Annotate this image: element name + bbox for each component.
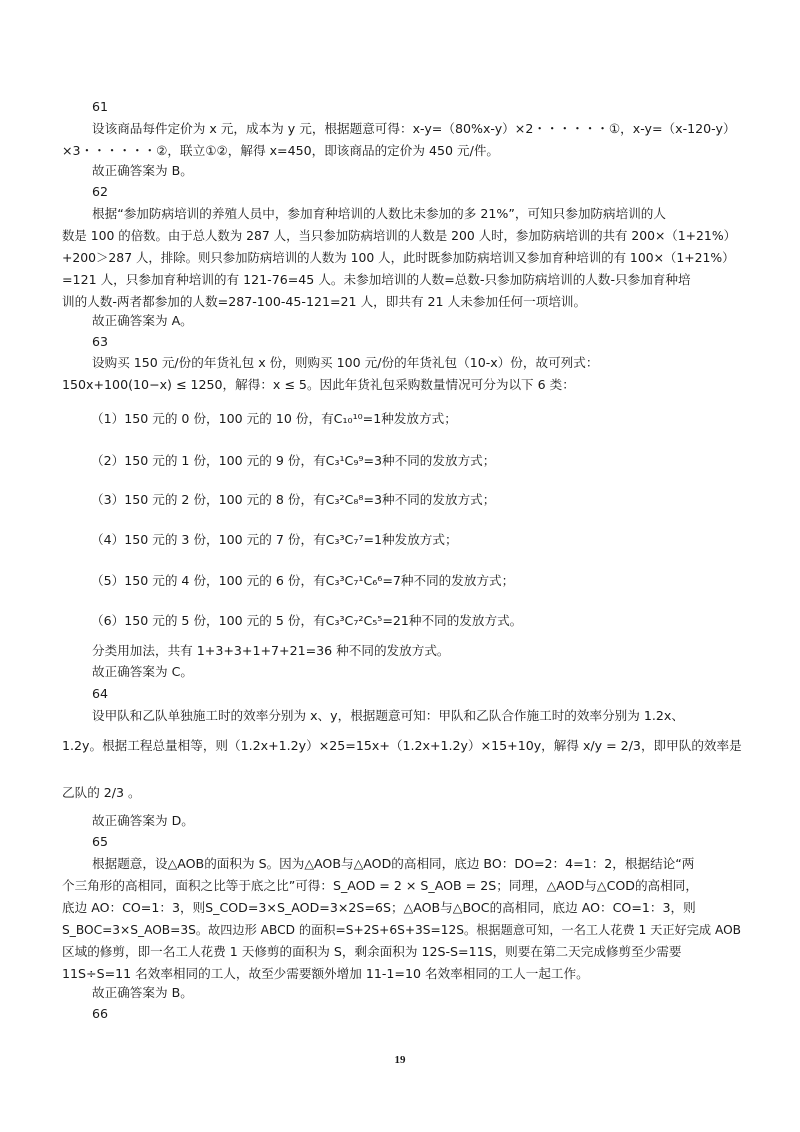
answer-line: 故正确答案为 D。	[92, 813, 194, 828]
formula-line: 150x+100(10−x) ≤ 1250，解得：x ≤ 5。因此年货礼包采购数量情况可分为以下 6 类：	[62, 377, 575, 392]
answer-line: 故正确答案为 B。	[92, 163, 193, 178]
text-line: 11S÷S=11 名效率相同的工人，故至少需要额外增加 11-1=10 名效率相同的工人一起工作。	[62, 966, 589, 981]
text-line: 根据题意，设△AOB的面积为 S。因为△AOB与△AOD的高相同，底边 BO：DO=2：4=1：2，根据结论“两	[92, 856, 695, 871]
text-line: 设该商品每件定价为 x 元，成本为 y 元，根据题意可得：x-y=（80%x-y）×2・・・・・・①，x-y=（x-120-y）	[92, 121, 736, 136]
text-line: 区域的修剪，即一名工人花费 1 天修剪的面积为 S，剩余面积为 12S-S=11S，则要在第二天完成修剪至少需要	[62, 944, 682, 959]
formula-line: 1.2y。根据工程总量相等，则（1.2x+1.2y）×25=15x+（1.2x+1.2y）×15+10y，解得 x/y = 2/3，即甲队的效率是	[62, 738, 742, 753]
formula-line: 个三角形的高相同，面积之比等于底之比”可得：S_AOD = 2 × S_AOB = 2S；同理，△AOD与△COD的高相同，	[62, 878, 698, 893]
text-line: ×3・・・・・・②，联立①②，解得 x=450，即该商品的定价为 450 元/件。	[62, 143, 500, 158]
question-number: 65	[92, 834, 109, 849]
case-line: （5）150 元的 4 份，100 元的 6 份，有C₃³C₇¹C₆⁶=7种不同的发放方式；	[91, 573, 515, 588]
case-line: （2）150 元的 1 份，100 元的 9 份，有C₃¹C₉⁹=3种不同的发放方式；	[91, 453, 496, 468]
text-line: 设甲队和乙队单独施工时的效率分别为 x、y，根据题意可知：甲队和乙队合作施工时的效率分别为 1.2x、	[92, 708, 684, 723]
case-line: （3）150 元的 2 份，100 元的 8 份，有C₃²C₈⁸=3种不同的发放方式；	[91, 492, 496, 507]
formula-line: 乙队的 2/3 。	[62, 785, 141, 800]
formula-line: 底边 AO：CO=1：3，则S_COD=3×S_AOD=3×2S=6S；△AOB与△BOC的高相同，底边 AO：CO=1：3，则	[62, 900, 696, 915]
text-line: =121 人，只参加育种培训的有 121-76=45 人。未参加培训的人数=总数-只参加防病培训的人数-只参加育种培	[62, 272, 691, 287]
case-line: （1）150 元的 0 份，100 元的 10 份，有C₁₀¹⁰=1种发放方式；	[91, 411, 457, 426]
text-line: 训的人数-两者都参加的人数=287-100-45-121=21 人，即共有 21 人未参加任何一项培训。	[62, 294, 587, 309]
answer-line: 故正确答案为 A。	[92, 313, 193, 328]
page-number: 19	[394, 1054, 406, 1066]
text-line: 分类用加法，共有 1+3+3+1+7+21=36 种不同的发放方式。	[92, 643, 450, 658]
formula-line: S_BOC=3×S_AOB=3S。故四边形 ABCD 的面积=S+2S+6S+3S=12S。根据题意可知，一名工人花费 1 天正好完成 AOB	[62, 923, 742, 937]
text-line: +200＞287 人，排除。则只参加防病培训的人数为 100 人，此时既参加防病培训又参加育种培训的有 100×（1+21%）	[62, 250, 735, 265]
question-number: 62	[92, 184, 109, 199]
case-line: （6）150 元的 5 份，100 元的 5 份，有C₃³C₇²C₅⁵=21种不同的发放方式。	[91, 613, 523, 628]
answer-line: 故正确答案为 C。	[92, 664, 193, 679]
answer-line: 故正确答案为 B。	[92, 985, 193, 1000]
case-line: （4）150 元的 3 份，100 元的 7 份，有C₃³C₇⁷=1种发放方式；	[91, 532, 458, 547]
question-number: 64	[92, 686, 109, 701]
text-line: 根据“参加防病培训的养殖人员中，参加育种培训的人数比未参加的多 21%”，可知只参加防病培训的人	[92, 206, 666, 221]
question-number: 61	[92, 99, 109, 114]
question-number: 63	[92, 334, 109, 349]
question-number: 66	[92, 1006, 109, 1021]
text-line: 数是 100 的倍数。由于总人数为 287 人，当只参加防病培训的人数是 200 人时，参加防病培训的共有 200×（1+21%）	[62, 228, 736, 243]
text-line: 设购买 150 元/份的年货礼包 x 份，则购买 100 元/份的年货礼包（10-x）份，故可列式：	[92, 355, 599, 370]
